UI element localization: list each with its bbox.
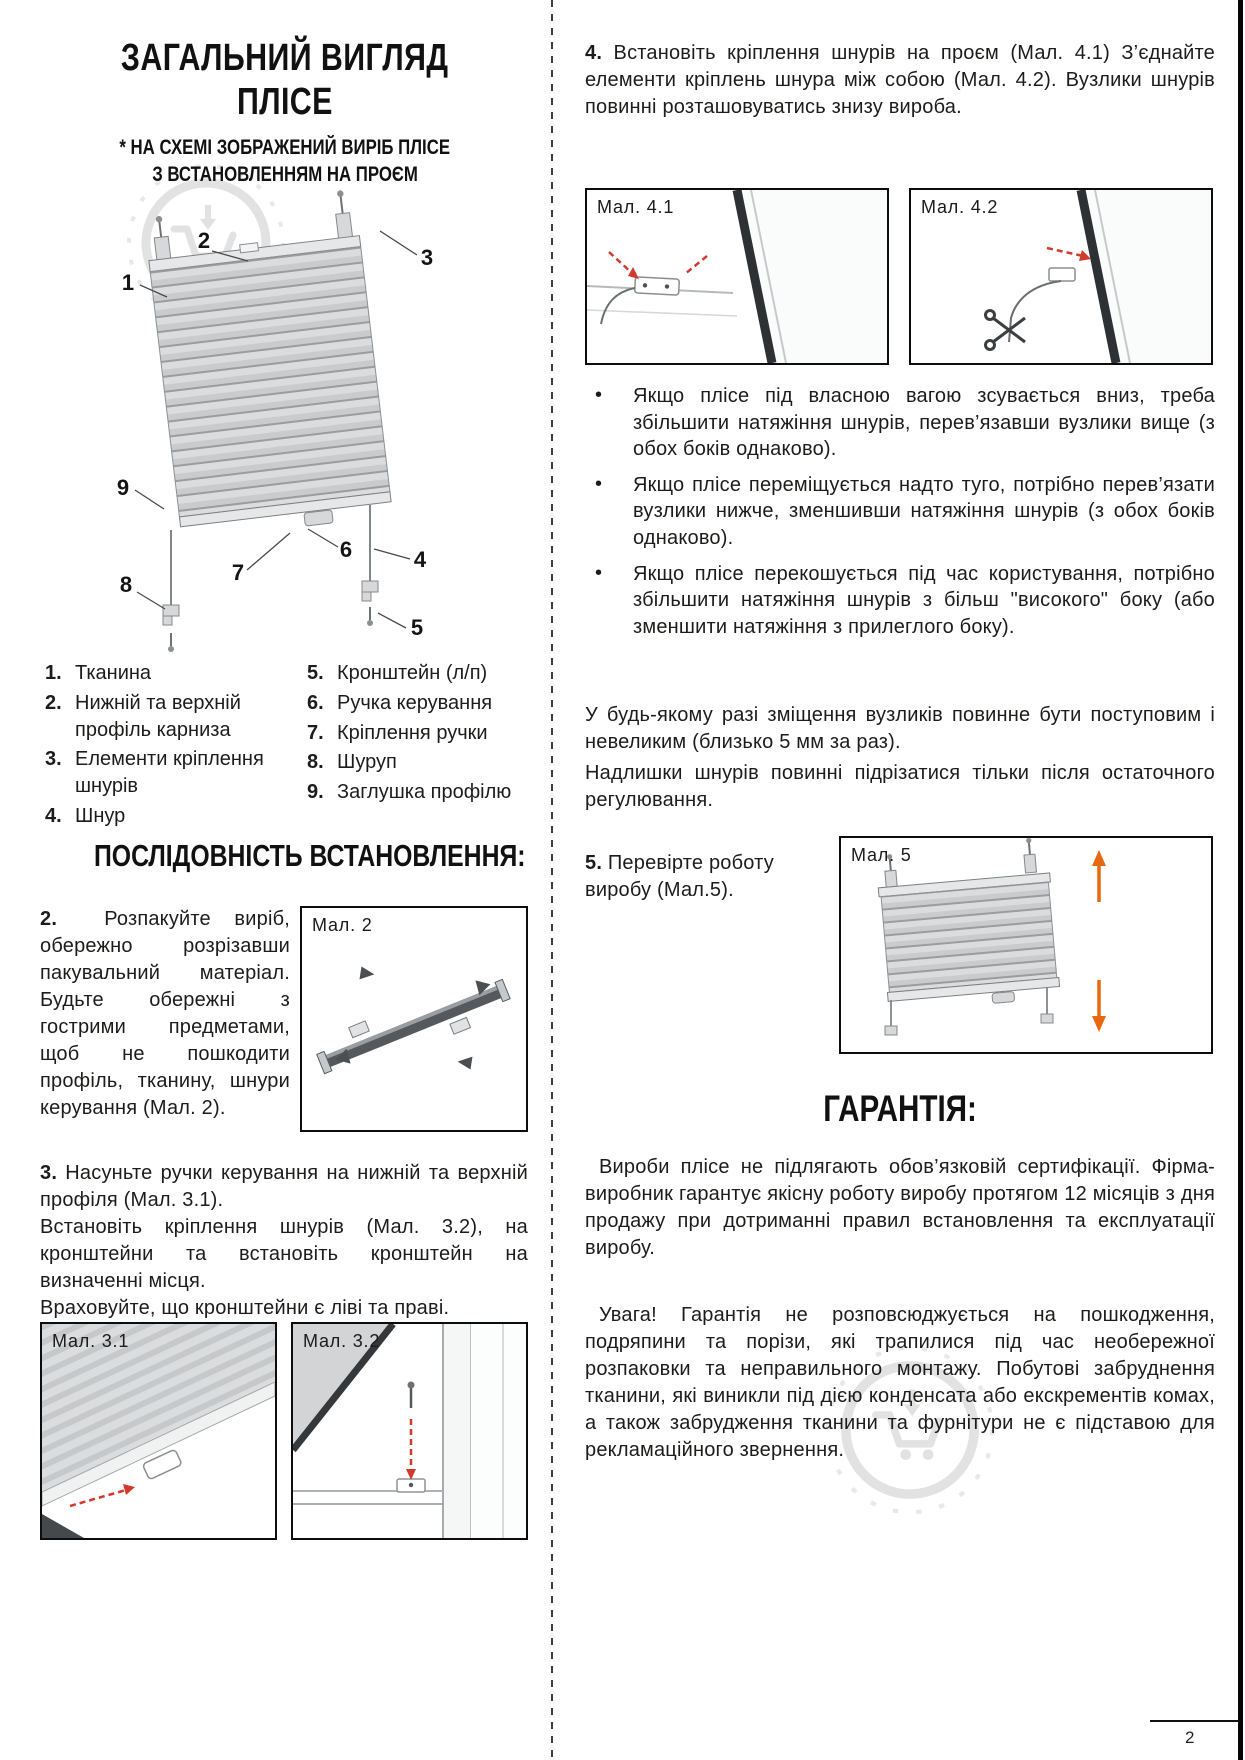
legend-text: Кронштейн (л/п) bbox=[337, 662, 488, 684]
callout-5: 5 bbox=[410, 615, 424, 640]
legend-num: 1. bbox=[45, 662, 62, 684]
subtitle-line-1: * НА СХЕМІ ЗОБРАЖЕНИЙ ВИРІБ ПЛІСЕ bbox=[119, 136, 451, 159]
step-4-text: Встановіть кріплення шнурів на проєм (Мал. 4.1) З’єднайте елементи кріплень шнура між собою (Мал. 4.2). Вузлики шнурів повинні розташовуватись знизу вироба. bbox=[585, 42, 1216, 118]
step-3-paragraph-1 bbox=[40, 1160, 528, 1214]
sequence-heading bbox=[40, 838, 530, 874]
bullet-item-3: • Якщо плісе перекошується під час користування, потрібно збільшити натяжіння шнурів з більш "високого" боку (або зменшити натяжіння з прилеглого боку). bbox=[585, 561, 1215, 641]
figures-4-row bbox=[585, 188, 1213, 365]
callout-9: 9 bbox=[116, 475, 130, 500]
legend-num: 3. bbox=[45, 748, 62, 771]
page-subtitle bbox=[40, 134, 530, 189]
screw-icon bbox=[408, 1382, 415, 1409]
step-3-number: 3. bbox=[40, 1162, 58, 1184]
legend-column-1 bbox=[45, 660, 307, 833]
figure-2-label: Мал. 2 bbox=[312, 915, 373, 935]
legend-num: 9. bbox=[307, 781, 324, 804]
legend-num: 4. bbox=[45, 804, 62, 827]
warranty-paragraph-1: Вироби плісе не підлягають обов’язковій сертифікації. Фірма-виробник гарантує якісну роботу виробу протягом 12 місяців з дня продажу при дотриманні правил встановлення та експлуатації виробу. bbox=[585, 1156, 1215, 1259]
legend-item bbox=[307, 749, 530, 776]
figure-5 bbox=[839, 836, 1213, 1054]
adjustment-note bbox=[585, 702, 1215, 814]
callout-7: 7 bbox=[231, 560, 245, 585]
footer-rule bbox=[1150, 1720, 1238, 1722]
callout-8: 8 bbox=[119, 572, 133, 597]
warranty-heading bbox=[585, 1088, 1215, 1130]
figure-2 bbox=[300, 906, 528, 1132]
legend-item bbox=[307, 690, 530, 717]
legend-text: Нижній та верхній профіль карниза bbox=[75, 691, 241, 741]
legend-column-2 bbox=[307, 660, 530, 833]
legend-text: Елементи кріплення шнурів bbox=[75, 748, 264, 798]
scissors-icon bbox=[986, 311, 1026, 350]
figure-4-2-label: Мал. 4.2 bbox=[921, 197, 999, 217]
general-view-diagram bbox=[40, 185, 530, 655]
title-line-2: ПЛІСЕ bbox=[237, 81, 333, 124]
legend-text: Ручка керування bbox=[337, 691, 493, 714]
legend-text: Шуруп bbox=[337, 751, 397, 774]
step-3-paragraph-2: Встановіть кріплення шнурів (Мал. 3.2), на кронштейни та встановіть кронштейн на визначенні місця. bbox=[40, 1216, 528, 1292]
callout-6: 6 bbox=[339, 537, 353, 562]
legend-num: 5. bbox=[307, 662, 324, 684]
step-4-paragraph bbox=[585, 40, 1215, 121]
legend-text: Шнур bbox=[75, 804, 126, 827]
adjustment-bullet-list bbox=[585, 383, 1215, 649]
cord-fixing-diagram bbox=[293, 1324, 526, 1538]
step-3-text-1: Насуньте ручки керування на нижній та верхній профіля (Мал. 3.1). bbox=[40, 1162, 528, 1211]
legend-text: Кріплення ручки bbox=[337, 721, 488, 744]
step-2-paragraph bbox=[40, 906, 290, 1132]
legend-item bbox=[307, 779, 530, 806]
legend-item bbox=[307, 720, 530, 747]
down-arrow-icon bbox=[1092, 980, 1106, 1032]
figure-3-1-label: Мал. 3.1 bbox=[52, 1331, 130, 1351]
step-5-number: 5. bbox=[585, 852, 603, 874]
sequence-heading-text: ПОСЛІДОВНІСТЬ ВСТАНОВЛЕННЯ: bbox=[93, 838, 526, 873]
red-arrow-indicator bbox=[406, 1419, 416, 1480]
figure-4-1-label: Мал. 4.1 bbox=[597, 197, 675, 217]
column-divider bbox=[551, 0, 553, 1760]
legend-item bbox=[45, 690, 307, 744]
callout-3: 3 bbox=[420, 245, 434, 270]
warranty-heading-text: ГАРАНТІЯ: bbox=[823, 1088, 977, 1129]
step-2-number: 2. bbox=[40, 908, 58, 930]
legend-num: 2. bbox=[45, 691, 62, 714]
figure-3-2 bbox=[291, 1322, 528, 1540]
cord-line bbox=[1009, 281, 1061, 342]
right-edge-bar bbox=[1238, 0, 1243, 1760]
figure-4-2 bbox=[909, 188, 1213, 365]
red-arrow-indicator bbox=[609, 252, 707, 279]
step-5-text: Перевірте роботу виробу (Мал.5). bbox=[585, 852, 774, 901]
page-title bbox=[40, 36, 530, 124]
callout-1: 1 bbox=[121, 270, 135, 295]
legend-text: Тканина bbox=[75, 662, 152, 684]
legend-num: 7. bbox=[307, 721, 324, 744]
legend-num: 8. bbox=[307, 751, 324, 774]
legend-text: Заглушка профілю bbox=[337, 781, 512, 804]
figures-3-row bbox=[40, 1322, 528, 1540]
step-5-section bbox=[585, 836, 1215, 1056]
bullet-item-2: • Якщо плісе переміщується надто туго, потрібно перев’язати вузлики нижче, зменшивши натяжіння шнурів (з обох боків однаково). bbox=[585, 472, 1215, 552]
profile-rail-diagram bbox=[302, 908, 526, 1130]
cord-line bbox=[601, 288, 635, 324]
diagram-legend bbox=[45, 660, 530, 833]
callout-4: 4 bbox=[413, 547, 427, 572]
page-number: 2 bbox=[1185, 1728, 1195, 1747]
figure-3-2-label: Мал. 3.2 bbox=[303, 1331, 381, 1351]
step-3-section bbox=[40, 1160, 528, 1322]
legend-item bbox=[45, 660, 307, 687]
note-paragraph-1: У будь-якому разі зміщення вузликів повинне бути поступовим і невеликим (близько 5 мм за раз). bbox=[585, 704, 1215, 753]
step-2-text: Розпакуйте виріб, обережно розрізавши пакувальний матеріал. Будьте обережні з гострими предметами, щоб не пошкодити профіль, тканину, шнури керування (Мал. 2). bbox=[40, 908, 290, 1119]
warranty-paragraph-2: Увага! Гарантія не розповсюджується на пошкодження, подряпини та порізи, які трапилися під час необережної розпаковки та неправильного монтажу. Побутові забруднення тканини, які виникли під дією конденсата або екскрементів комах, а також забрудження тканини та фурнітури не є підставою для рекламаційного звернення. bbox=[585, 1304, 1215, 1461]
handle-install-diagram bbox=[42, 1324, 275, 1538]
bullet-item-1: • Якщо плісе під власною вагою зсувається вниз, треба збільшити натяжіння шнурів, перев’язавши вузлики вище (з обох боків однаково). bbox=[585, 383, 1215, 463]
legend-num: 6. bbox=[307, 691, 324, 714]
up-arrow-icon bbox=[1092, 850, 1106, 902]
title-line-1: ЗАГАЛЬНИЙ ВИГЛЯД bbox=[121, 37, 449, 79]
callout-2: 2 bbox=[197, 228, 211, 253]
legend-item bbox=[307, 660, 530, 687]
note-paragraph-2: Надлишки шнурів повинні підрізатися тільки після остаточного регулювання. bbox=[585, 762, 1215, 811]
red-arrow-indicator bbox=[1047, 248, 1091, 261]
figure-5-label: Мал. 5 bbox=[851, 845, 912, 865]
legend-item bbox=[45, 746, 307, 800]
operation-check-diagram bbox=[841, 838, 1211, 1052]
step-4-number: 4. bbox=[585, 42, 603, 64]
step-5-paragraph bbox=[585, 850, 823, 904]
step-2-section bbox=[40, 906, 528, 1132]
legend-item bbox=[45, 803, 307, 830]
figure-3-1 bbox=[40, 1322, 277, 1540]
step-3-paragraph-3: Враховуйте, що кронштейни є ліві та праві. bbox=[40, 1297, 450, 1319]
figure-4-1 bbox=[585, 188, 889, 365]
subtitle-line-2: З ВСТАНОВЛЕННЯМ НА ПРОЄМ bbox=[152, 163, 418, 187]
